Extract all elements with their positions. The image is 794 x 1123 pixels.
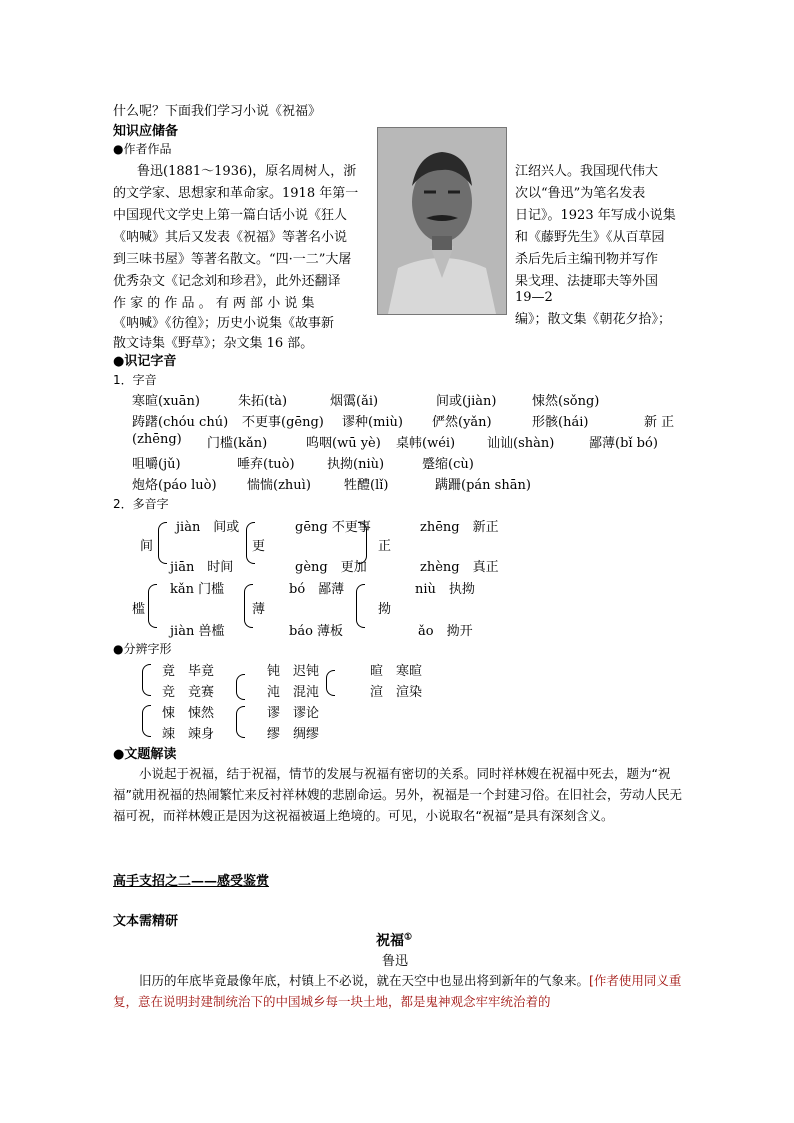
author-left-line-8: 《呐喊》《彷徨》；历史小说集《故事新 bbox=[113, 316, 335, 331]
shape-item: 竦 竦身 bbox=[162, 727, 215, 742]
shape-item: 竞 竞赛 bbox=[162, 685, 215, 700]
pron-item: 谬种(miù) bbox=[342, 415, 404, 430]
shape-item: 竟 毕竟 bbox=[162, 664, 215, 679]
polyphone-reading: jiān 时间 bbox=[170, 560, 234, 575]
section-heading: 高手支招之二——感受鉴赏 bbox=[113, 874, 270, 889]
pron-item: 蹒跚(pán shān) bbox=[435, 478, 531, 493]
footnote-marker: ① bbox=[404, 932, 413, 943]
pron-item: 桌帏(wéi) bbox=[396, 436, 456, 451]
left-brace bbox=[142, 705, 151, 737]
left-brace bbox=[326, 670, 335, 696]
shape-item: 钝 迟钝 bbox=[267, 664, 320, 679]
shape-item: 谬 谬论 bbox=[267, 706, 320, 721]
pron-item: 新 正 bbox=[644, 415, 675, 430]
pronunciation-heading: ●识记字音 bbox=[113, 354, 177, 369]
polyphone-char: 拗 bbox=[378, 602, 392, 617]
polyphone-char: 更 bbox=[252, 539, 266, 554]
polyphone-reading: niù 执拗 bbox=[415, 582, 475, 597]
polyphone-char: 薄 bbox=[252, 602, 266, 617]
polyphone-reading: zhēng 新正 bbox=[420, 520, 499, 535]
pron-item: 间或(jiàn) bbox=[436, 394, 497, 409]
shape-item: 沌 混沌 bbox=[267, 685, 320, 700]
pron-item: 门槛(kǎn) bbox=[207, 436, 268, 451]
pron-item: 烟霭(ǎi) bbox=[330, 394, 379, 409]
author-right-line-2: 次以“鲁迅”为笔名发表 bbox=[515, 186, 646, 201]
author-left-line-9: 散文诗集《野草》；杂文集 16 部。 bbox=[113, 336, 314, 351]
story-author: 鲁迅 bbox=[382, 954, 409, 969]
polyphone-char: 槛 bbox=[132, 602, 146, 617]
polyphone-char: 间 bbox=[140, 539, 154, 554]
pron-item: 俨然(yǎn) bbox=[432, 415, 492, 430]
author-right-line-6: 果戈理、法捷耶夫等外国 bbox=[515, 274, 659, 289]
author-left-line-4: 《呐喊》其后又发表《祝福》等著名小说 bbox=[113, 230, 348, 245]
story-title bbox=[376, 930, 412, 950]
knowledge-heading: 知识应储备 bbox=[113, 124, 179, 139]
author-right-line-8: 编》；散文集《朝花夕拾》； bbox=[515, 312, 672, 327]
shape-item: 暄 寒暄 bbox=[370, 664, 423, 679]
author-right-line-7: 19—2 bbox=[515, 290, 553, 305]
pron-item: 炮烙(páo luò) bbox=[132, 478, 217, 493]
polyphone-char: 正 bbox=[378, 539, 392, 554]
story-text: 旧历的年底毕竟最像年底，村镇上不必说，就在天空中也显出将到新年的气象来。 bbox=[139, 973, 590, 988]
author-left-line-2: 的文学家、思想家和革命家。1918 年第一 bbox=[113, 186, 359, 201]
polyphone-reading: jiàn 兽槛 bbox=[170, 624, 225, 639]
polyphone-reading: gèng 更加 bbox=[295, 560, 367, 575]
pron-item: 寒暄(xuān) bbox=[132, 394, 200, 409]
story-annotation: [作者使用同义重复，意在说明封建制统治下的中国城乡每一块土地，都是鬼神观念牢牢统治着的 bbox=[113, 973, 682, 1009]
polyphone-reading: kǎn 门槛 bbox=[170, 582, 225, 597]
text-heading: 文本需精研 bbox=[113, 914, 179, 929]
author-left-line-5: 到三味书屋》等著名散文。“四·一二”大屠 bbox=[113, 252, 352, 267]
pron-item: 讪讪(shàn) bbox=[487, 436, 555, 451]
title-paragraph: 小说起于祝福，结于祝福，情节的发展与祝福有密切的关系。同时祥林嫂在祝福中死去，题为“祝福”就用祝福的热闹繁忙来反衬祥林嫂的悲剧命运。另外，祝福是一个封建习俗。在旧社会，劳动人民无福可祝，而祥林嫂正是因为这祝福被逼上绝境的。可见，小说取名“祝福”是具有深刻含义。 bbox=[113, 766, 682, 823]
pron-item: 蹙缩(cù) bbox=[422, 457, 474, 472]
pron-item: 不更事(gēng) bbox=[242, 415, 324, 430]
left-brace bbox=[148, 584, 157, 628]
left-brace bbox=[142, 664, 151, 696]
story-title-text: 祝福 bbox=[376, 933, 404, 949]
author-right-line-3: 日记》。1923 年写成小说集 bbox=[515, 208, 676, 223]
pron-item: 悚然(sǒng) bbox=[532, 394, 600, 409]
left-brace bbox=[236, 706, 245, 738]
author-left-line-1: 鲁迅(1881～1936)，原名周树人，浙 bbox=[137, 164, 357, 179]
pron-item: 牲醴(lǐ) bbox=[344, 478, 389, 493]
portrait-image bbox=[378, 128, 506, 314]
shape-item: 缪 绸缪 bbox=[267, 727, 320, 742]
author-right-line-5: 杀后先后主编刊物并写作 bbox=[515, 252, 659, 267]
pron-item: 咀嚼(jǔ) bbox=[132, 457, 181, 472]
polyphone-reading: báo 薄板 bbox=[289, 624, 344, 639]
pron-sub-2: 2．多音字 bbox=[113, 497, 169, 511]
left-brace bbox=[236, 674, 245, 700]
pron-item: 唾弃(tuò) bbox=[237, 457, 295, 472]
shape-item: 悚 悚然 bbox=[162, 706, 215, 721]
left-brace bbox=[246, 522, 255, 564]
polyphone-reading: gēng 不更事 bbox=[295, 520, 371, 535]
pron-sub-1: 1．字音 bbox=[113, 373, 157, 387]
pron-item: 惴惴(zhuì) bbox=[247, 478, 311, 493]
author-right-line-4: 和《藤野先生》《从百草园 bbox=[515, 230, 665, 245]
author-left-line-7: 作 家 的 作 品 。 有 两 部 小 说 集 bbox=[113, 296, 315, 311]
author-works-label: ●作者作品 bbox=[113, 142, 172, 156]
intro-line: 什么呢？下面我们学习小说《祝福》 bbox=[113, 104, 322, 119]
polyphone-reading: bó 鄙薄 bbox=[289, 582, 345, 597]
pron-item: 朱拓(tà) bbox=[238, 394, 288, 409]
author-left-line-6: 优秀杂文《记念刘和珍君》，此外还翻译 bbox=[113, 274, 341, 289]
pron-item: 呜咽(wū yè) bbox=[306, 436, 381, 451]
left-brace bbox=[356, 584, 365, 628]
author-portrait bbox=[377, 127, 507, 315]
title-heading: ●文题解读 bbox=[113, 747, 177, 762]
story-paragraph bbox=[113, 970, 683, 1012]
left-brace bbox=[158, 522, 167, 564]
author-right-line-1: 江绍兴人。我国现代伟大 bbox=[515, 164, 659, 179]
polyphone-reading: ǎo 拗开 bbox=[418, 624, 473, 639]
pron-item: 鄙薄(bǐ bó) bbox=[589, 436, 658, 451]
pron-item: 执拗(niù) bbox=[327, 457, 385, 472]
shape-item: 渲 渲染 bbox=[370, 685, 423, 700]
polyphone-reading: zhèng 真正 bbox=[420, 560, 499, 575]
right-brace bbox=[358, 522, 367, 564]
shape-heading: ●分辨字形 bbox=[113, 642, 172, 656]
pron-item: 踌躇(chóu chú) bbox=[132, 415, 229, 430]
polyphone-reading: jiàn 间或 bbox=[176, 520, 240, 535]
author-left-line-3: 中国现代文学史上第一篇白话小说《狂人 bbox=[113, 208, 348, 223]
pron-item: 形骸(hái) bbox=[532, 415, 589, 430]
pron-item: (zhēng) bbox=[132, 432, 182, 447]
